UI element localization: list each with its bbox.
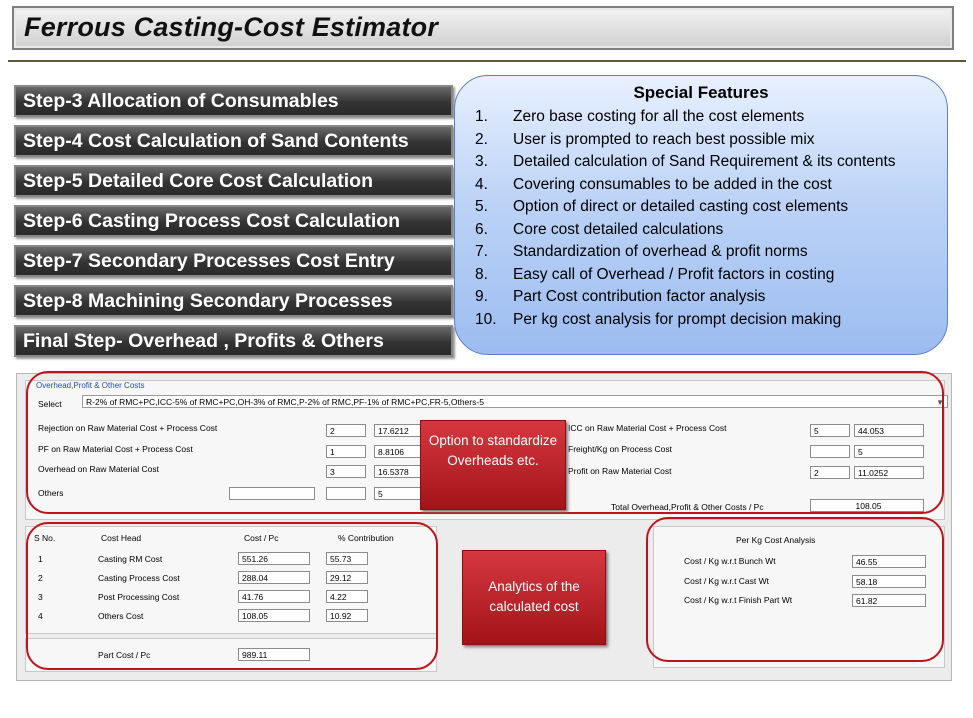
feature-item: 8. Easy call of Overhead / Profit factors in costing bbox=[475, 265, 835, 283]
rejection-value-field[interactable]: 17.6212 bbox=[374, 424, 426, 437]
feature-item: 5. Option of direct or detailed casting cost elements bbox=[475, 198, 849, 215]
feature-item: 9. Part Cost contribution factor analysis bbox=[475, 288, 766, 305]
select-label: Select bbox=[38, 399, 62, 409]
row-pct-field[interactable]: 29.12 bbox=[326, 571, 368, 584]
per-kg-highlight-ring bbox=[646, 517, 944, 662]
per-kg-row-label: Cost / Kg w.r.t Cast Wt bbox=[684, 576, 770, 586]
row-cost-field[interactable]: 108.05 bbox=[238, 609, 310, 622]
pf-value-field[interactable]: 8.8106 bbox=[374, 445, 426, 458]
per-kg-row-label: Cost / Kg w.r.t Finish Part Wt bbox=[684, 595, 793, 605]
row-pct-field[interactable]: 55.73 bbox=[326, 552, 368, 565]
pf-label: PF on Raw Material Cost + Process Cost bbox=[38, 444, 193, 454]
chevron-down-icon[interactable]: ▼ bbox=[936, 398, 944, 407]
special-features-box bbox=[454, 75, 948, 355]
feature-item: 7. Standardization of overhead & profit norms bbox=[475, 243, 808, 260]
per-kg-bunch-field[interactable]: 46.55 bbox=[852, 555, 926, 568]
feature-item: 1. Zero base costing for all the cost elements bbox=[475, 108, 805, 125]
overhead-label: Overhead on Raw Material Cost bbox=[38, 464, 159, 474]
feature-item: 4. Covering consumables to be added in the cost bbox=[475, 175, 832, 193]
row-cost-head: Post Processing Cost bbox=[98, 592, 180, 602]
per-kg-row-label: Cost / Kg w.r.t Bunch Wt bbox=[684, 556, 776, 566]
step-3-button[interactable]: Step-3 Allocation of Consumables bbox=[14, 85, 453, 117]
analytics-highlight-ring bbox=[26, 522, 438, 670]
pf-pct-field[interactable]: 1 bbox=[326, 445, 366, 458]
others-label: Others bbox=[38, 488, 64, 498]
row-cost-head: Others Cost bbox=[98, 611, 144, 621]
part-cost-label: Part Cost / Pc bbox=[98, 650, 151, 660]
per-kg-title: Per Kg Cost Analysis bbox=[736, 535, 816, 545]
select-value: R-2% of RMC+PC,ICC-5% of RMC+PC,OH-3% of RMC,P-2% of RMC,PF-1% of RMC+PC,FR-5,Others-5 bbox=[86, 397, 484, 407]
page-title: Ferrous Casting-Cost Estimator bbox=[24, 12, 439, 42]
feature-item: 6. Core cost detailed calculations bbox=[475, 220, 724, 238]
step-8-button[interactable]: Step-8 Machining Secondary Processes bbox=[14, 285, 453, 317]
analytics-callout: Analytics of the calculated cost bbox=[462, 550, 606, 645]
features-list bbox=[475, 106, 915, 331]
per-kg-cast-field[interactable]: 58.18 bbox=[852, 575, 926, 588]
freight-label: Freight/Kg on Process Cost bbox=[568, 444, 672, 454]
part-cost-field[interactable]: 989.11 bbox=[238, 648, 310, 661]
feature-item: 3. Detailed calculation of Sand Requirement & its contents bbox=[475, 153, 896, 170]
icc-pct-field[interactable]: 5 bbox=[810, 424, 850, 437]
total-overhead-label: Total Overhead,Profit & Other Costs / Pc bbox=[611, 502, 764, 512]
row-cost-head: Casting RM Cost bbox=[98, 554, 163, 564]
step-7-button[interactable]: Step-7 Secondary Processes Cost Entry bbox=[14, 245, 453, 277]
freight-value-field[interactable]: 5 bbox=[854, 445, 924, 458]
features-title: Special Features bbox=[633, 83, 769, 102]
final-step-button[interactable]: Final Step- Overhead , Profits & Others bbox=[14, 325, 453, 357]
feature-item: 10. Per kg cost analysis for prompt decision making bbox=[475, 310, 842, 328]
feature-item: 2. User is prompted to reach best possible mix bbox=[475, 130, 815, 148]
profit-label: Profit on Raw Material Cost bbox=[568, 466, 672, 476]
step-5-button[interactable]: Step-5 Detailed Core Cost Calculation bbox=[14, 165, 453, 197]
col-header-contribution: % Contribution bbox=[338, 533, 394, 543]
overhead-group-label: Overhead,Profit & Other Costs bbox=[36, 381, 145, 390]
icc-value-field[interactable]: 44.053 bbox=[854, 424, 924, 437]
row-sno: 3 bbox=[38, 592, 43, 602]
step-4-button[interactable]: Step-4 Cost Calculation of Sand Contents bbox=[14, 125, 453, 157]
icc-label: ICC on Raw Material Cost + Process Cost bbox=[568, 423, 727, 433]
profit-value-field[interactable]: 11.0252 bbox=[854, 466, 924, 479]
col-header-sno: S No. bbox=[34, 533, 56, 543]
row-sno: 4 bbox=[38, 611, 43, 621]
row-cost-field[interactable]: 41.76 bbox=[238, 590, 310, 603]
row-cost-field[interactable]: 551.26 bbox=[238, 552, 310, 565]
standardize-callout: Option to standardize Overheads etc. bbox=[420, 420, 566, 510]
row-pct-field[interactable]: 10.92 bbox=[326, 609, 368, 622]
row-sno: 1 bbox=[38, 554, 43, 564]
row-cost-head: Casting Process Cost bbox=[98, 573, 180, 583]
rejection-pct-field[interactable]: 2 bbox=[326, 424, 366, 437]
total-overhead-field[interactable]: 108.05 bbox=[810, 499, 924, 512]
overhead-value-field[interactable]: 16.5378 bbox=[374, 465, 426, 478]
row-cost-field[interactable]: 288.04 bbox=[238, 571, 310, 584]
rejection-label: Rejection on Raw Material Cost + Process Cost bbox=[38, 423, 218, 433]
per-kg-finish-field[interactable]: 61.82 bbox=[852, 594, 926, 607]
step-6-button[interactable]: Step-6 Casting Process Cost Calculation bbox=[14, 205, 453, 237]
overhead-pct-field[interactable]: 3 bbox=[326, 465, 366, 478]
col-header-cost-head: Cost Head bbox=[101, 533, 142, 543]
row-sno: 2 bbox=[38, 573, 43, 583]
others-value-field[interactable]: 5 bbox=[374, 487, 426, 500]
col-header-cost: Cost / Pc bbox=[244, 533, 279, 543]
profit-pct-field[interactable]: 2 bbox=[810, 466, 850, 479]
title-banner bbox=[12, 6, 954, 50]
row-pct-field[interactable]: 4.22 bbox=[326, 590, 368, 603]
divider bbox=[8, 60, 966, 62]
